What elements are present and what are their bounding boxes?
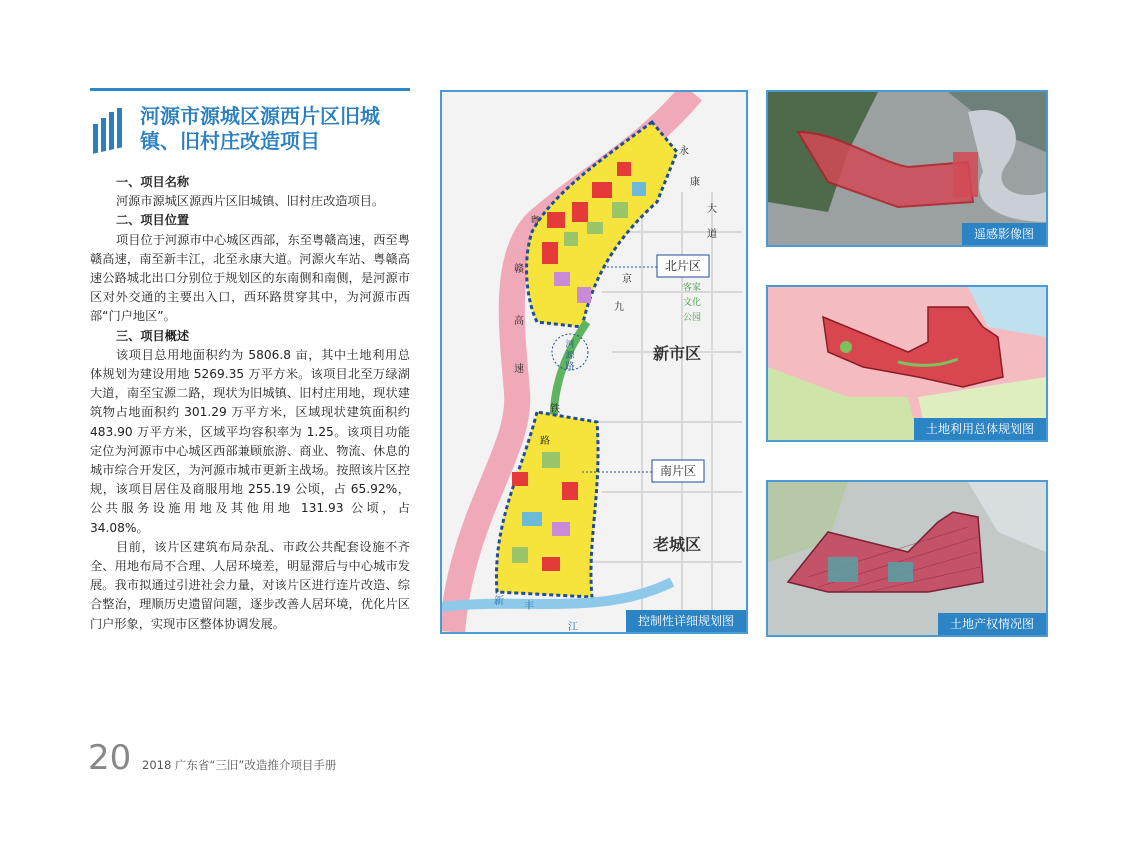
road-label: 永 — [679, 146, 689, 157]
section-heading-name: 一、项目名称 — [116, 175, 190, 189]
railway-label: 铁 — [550, 404, 560, 415]
land-ownership-map — [766, 480, 1048, 637]
road-name-label: 源 — [565, 351, 575, 361]
title-line-2: 镇、旧村庄改造项目 — [140, 129, 320, 153]
regulatory-plan-map — [440, 90, 748, 634]
river-label: 丰 — [524, 601, 534, 612]
highway-label: 高 — [514, 316, 524, 327]
railway-label: 京 — [622, 274, 632, 285]
highway-label: 速 — [514, 364, 524, 375]
old-city-label: 老城区 — [652, 535, 702, 554]
land-use-plan-map — [766, 285, 1048, 442]
page-title — [140, 104, 420, 154]
title-line-1: 河源市源城区源西片区旧城 — [140, 104, 380, 128]
building-logo-icon — [92, 108, 128, 154]
body-text — [90, 173, 410, 634]
map-caption: 土地产权情况图 — [938, 613, 1046, 635]
park-label-3: 公园 — [682, 313, 702, 323]
section-paragraph: 河源市源城区源西片区旧城镇、旧村庄改造项目。 — [116, 194, 385, 209]
road-label: 道 — [707, 229, 717, 240]
road-label: 康 — [690, 177, 700, 188]
header-rule — [90, 88, 410, 91]
highway-label: 赣 — [514, 264, 524, 275]
north-zone-label: 北片区 — [664, 259, 702, 273]
section-paragraph: 目前，该片区建筑布局杂乱、市政公共配套设施不齐全、用地布局不合理、人居环境差，明显滞后与中心城市发展。我市拟通过引进社会力量，对该片区进行连片改造、综合整治，理顺历史遗留问题，逐步改善人居环境，优化片区门户形象，实现市区整体协调发展。 — [90, 539, 410, 631]
regulatory-plan-drawing — [442, 92, 746, 632]
river-label: 江 — [568, 622, 578, 632]
page-number: 20 — [88, 738, 132, 778]
river-label: 新 — [494, 596, 504, 607]
new-city-label: 新市区 — [652, 344, 702, 363]
map-caption: 控制性详细规划图 — [626, 610, 746, 632]
park-label-2: 文化 — [682, 298, 702, 308]
map-caption: 土地利用总体规划图 — [914, 418, 1046, 440]
road-name-label: 河 — [565, 340, 575, 350]
remote-sensing-map — [766, 90, 1048, 247]
road-name-label: 路 — [565, 362, 575, 372]
section-paragraph: 该项目总用地面积约为 5806.8 亩，其中土地利用总体规划为建设用地 5269.35 万平方米。该项目北至万绿湖大道，南至宝源二路，现状为旧城镇、旧村庄用地，现状建筑物占地面积约 301.29 万平方米，区域现状建筑面积约 483.90 万平方米，区域平均容积率为 1.25。该项目功能定位为河源市中心城区西部兼顾旅游、商业、物流、休息的城市综合开发区，为河源市城市更新主战场。按照该片区控规，该项目居住及商服用地 255.19 公顷，占 65.92%，公共服务设施用地及其他用地 131.93 公顷，占 34.08%。 — [90, 347, 410, 535]
map-caption: 遥感影像图 — [962, 223, 1046, 245]
south-zone-label: 南片区 — [659, 464, 697, 478]
railway-label: 路 — [540, 436, 550, 447]
road-label: 大 — [707, 204, 717, 215]
highway-label: 粤 — [530, 216, 540, 227]
section-heading-location: 二、项目位置 — [116, 213, 190, 228]
section-paragraph: 项目位于河源市中心城区西部，东至粤赣高速，西至粤赣高速，南至新丰江，北至永康大道。河源火车站、粤赣高速公路城北出口分别位于规划区的东南侧和南侧，是河源市区对外交通的主要出入口，西环路贯穿其中，为河源市西部“门户地区”。 — [90, 232, 410, 324]
section-heading-overview: 三、项目概述 — [116, 328, 190, 343]
publication-title: 2018 广东省“三旧”改造推介项目手册 — [142, 758, 337, 772]
railway-label: 九 — [614, 302, 624, 313]
park-label-1: 客家 — [682, 283, 702, 293]
